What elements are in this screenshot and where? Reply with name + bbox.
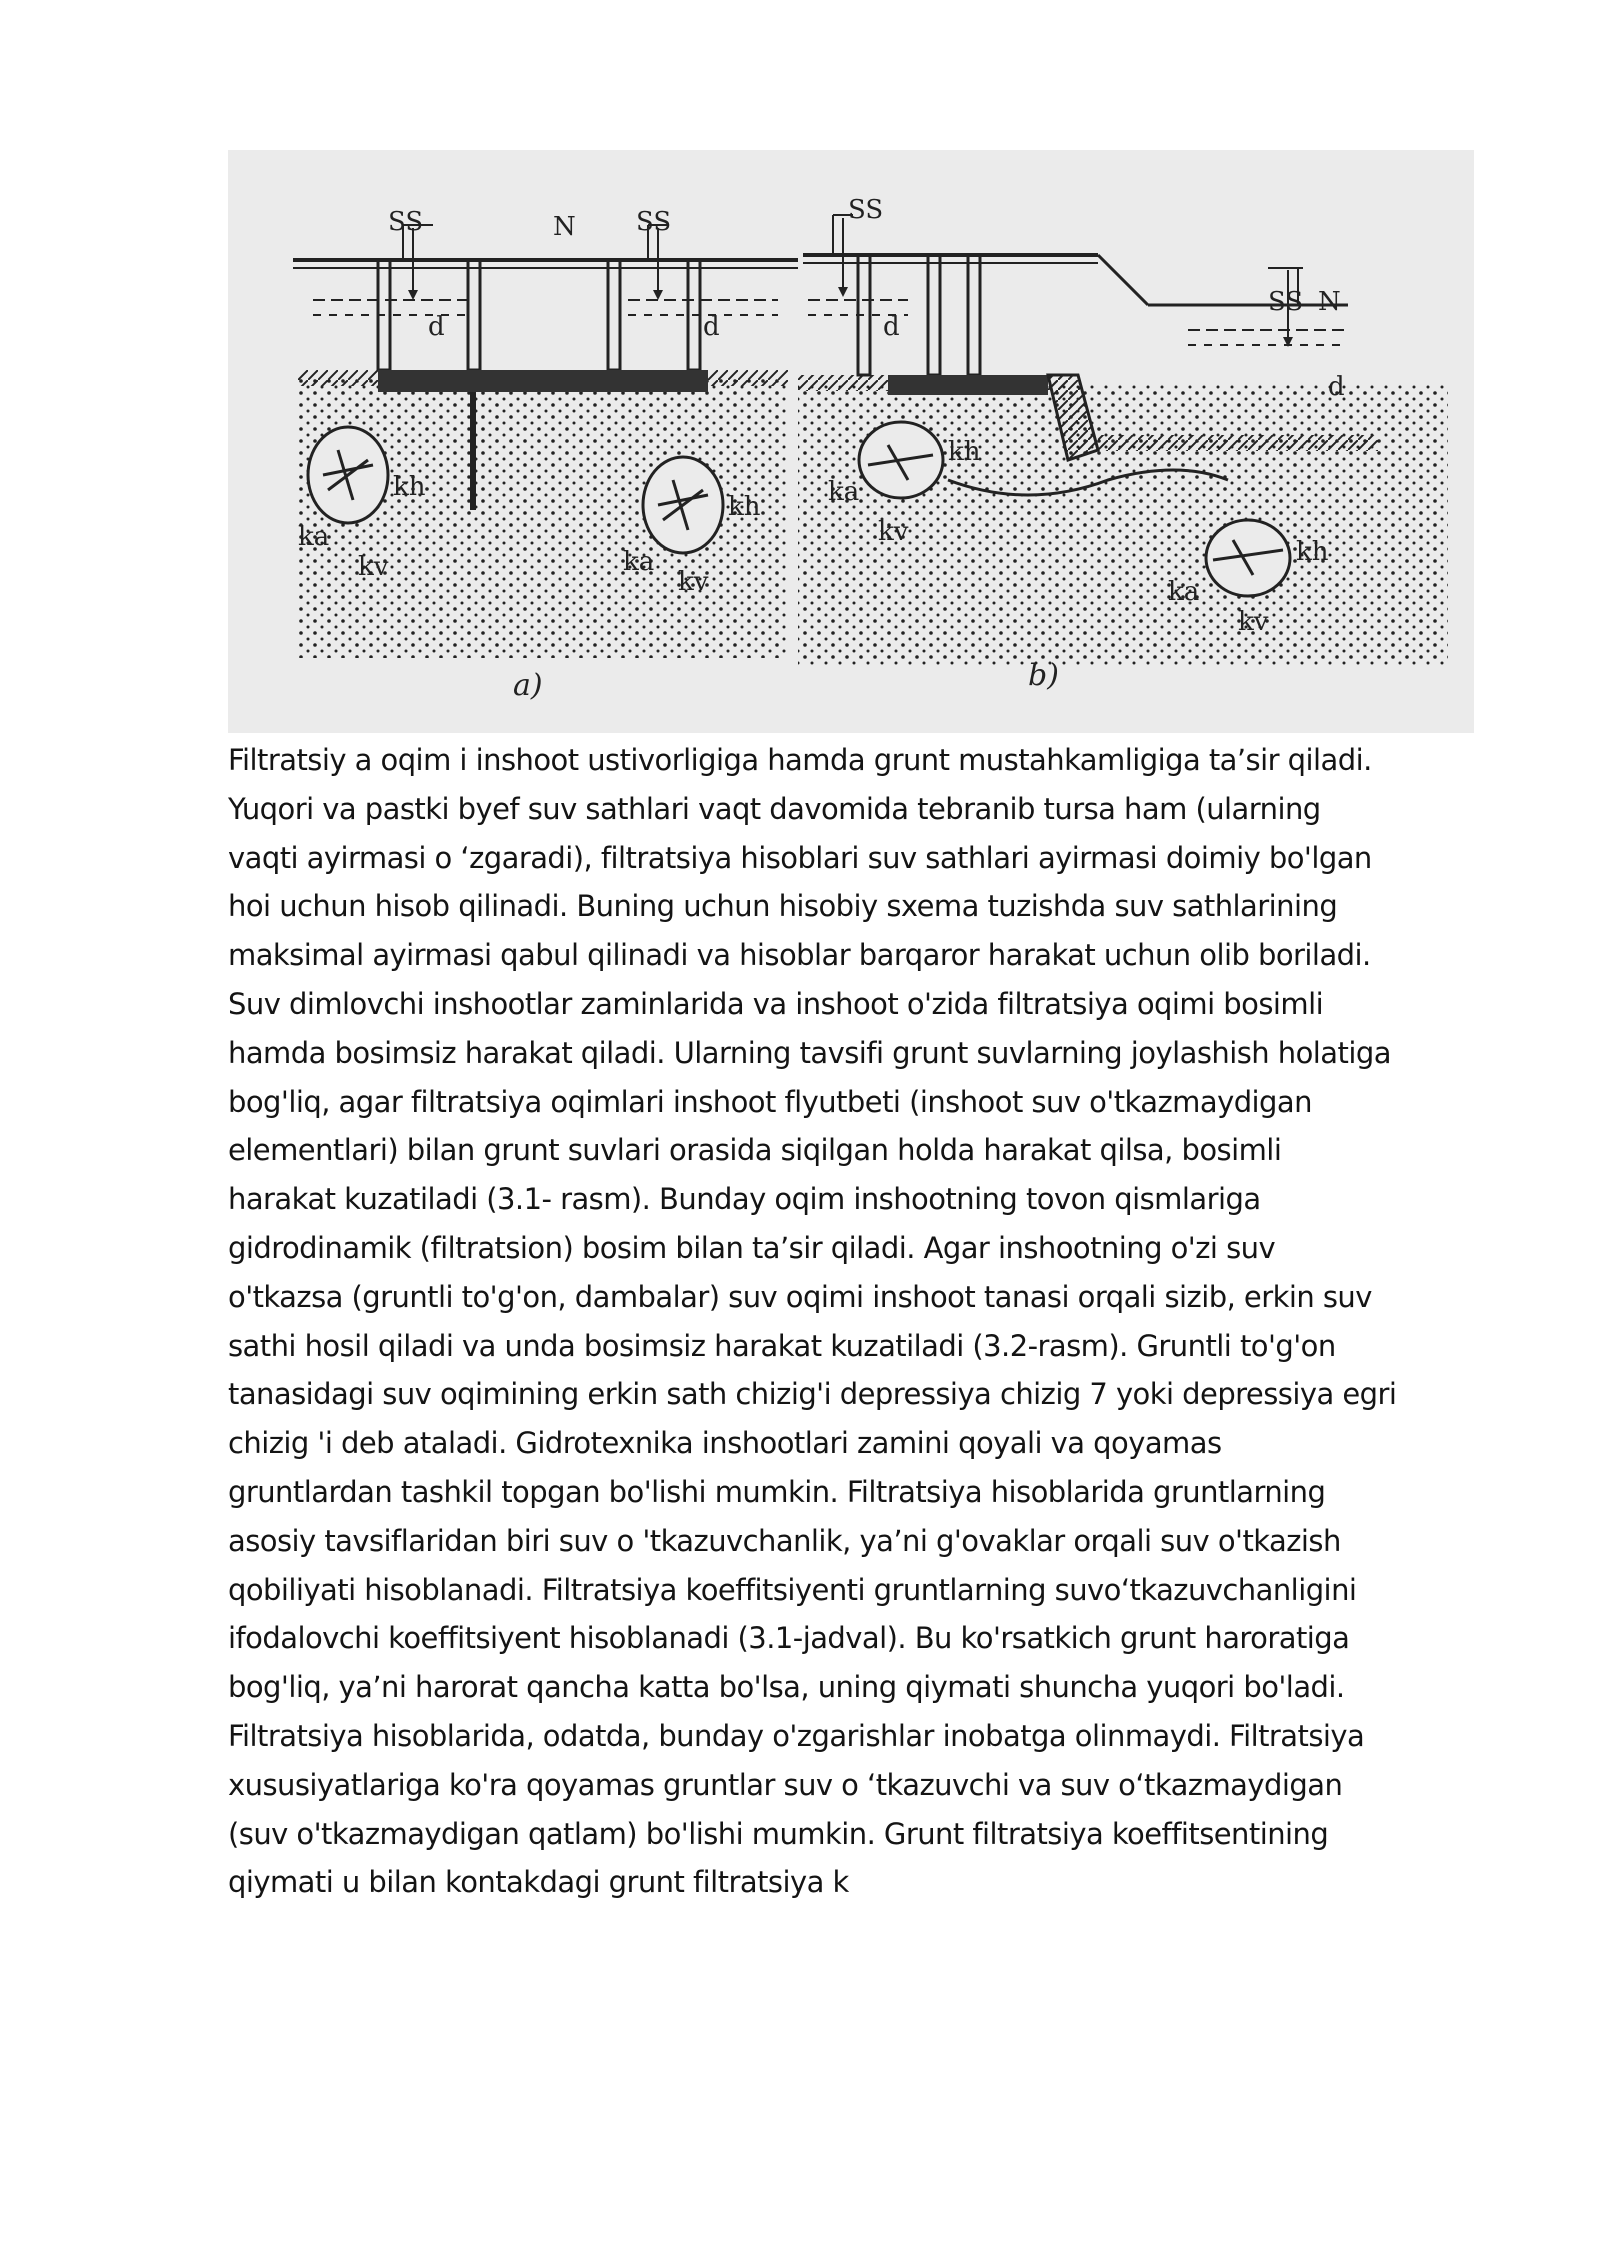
label-ss-a2: SS [636, 207, 672, 237]
body-text-line: gruntlardan tashkil topgan bo'lishi mumkin. Filtratsiya hisoblarida gruntlarning [228, 1474, 1326, 1509]
filtration-diagram [228, 150, 1474, 733]
body-text-line: xususiyatlariga ko'ra qoyamas gruntlar suv o ‘tkazuvchi va suv o‘tkazmaydigan [228, 1767, 1343, 1802]
body-text-line: bog'liq, agar filtratsiya oqimlari inshoot flyutbeti (inshoot suv o'tkazmaydigan [228, 1084, 1312, 1119]
body-text-line: maksimal ayirmasi qabul qilinadi va hisoblar barqaror harakat uchun olib boriladi. [228, 938, 1371, 973]
label-kv-a1: kv [358, 552, 389, 582]
body-text-line: ifodalovchi koeffitsiyent hisoblanadi (3.1-jadval). Bu ko'rsatkich grunt haroratiga [228, 1621, 1350, 1656]
body-text-line: asosiy tavsiflaridan biri suv o 'tkazuvchanlik, ya’ni g'ovaklar orqali suv o'tkazish [228, 1523, 1341, 1558]
label-ss-b2: SS [1268, 287, 1304, 317]
label-ss-b1: SS [848, 195, 884, 225]
panel-a-diagram [293, 225, 798, 658]
body-text-line: elementlari) bilan grunt suvlari orasida siqilgan holda harakat qilsa, bosimli [228, 1133, 1282, 1168]
label-d-b1: d [883, 312, 900, 342]
label-kv-b2: kv [1238, 607, 1269, 637]
label-d-a1: d [428, 312, 445, 342]
body-text-line: harakat kuzatiladi (3.1- rasm). Bunday oqim inshootning tovon qismlariga [228, 1182, 1261, 1217]
body-text-line: Filtratsiya hisoblarida, odatda, bunday o'zgarishlar inobatga olinmaydi. Filtratsiya [228, 1718, 1365, 1753]
filtration-figure [228, 150, 1474, 733]
label-kh-b2: kh [1296, 537, 1329, 567]
body-text-line: chizig 'i deb ataladi. Gidrotexnika inshootlari zamini qoyali va qoyamas [228, 1426, 1222, 1461]
label-ka-b1: ka [828, 477, 860, 507]
label-kh-b1: kh [948, 437, 981, 467]
body-text [228, 736, 1478, 1907]
label-n-a: N [553, 212, 576, 242]
label-d-b2: d [1328, 372, 1345, 402]
label-kh-a2: kh [728, 492, 761, 522]
body-text-line: sathi hosil qiladi va unda bosimsiz harakat kuzatiladi (3.2-rasm). Gruntli to'g'on [228, 1328, 1336, 1363]
body-text-line: qiymati u bilan kontakdagi grunt filtratsiya k [228, 1865, 849, 1900]
label-n-b: N [1318, 287, 1341, 317]
apron-a [378, 370, 708, 392]
label-ka-b2: ka [1168, 577, 1200, 607]
body-text-line: Suv dimlovchi inshootlar zaminlarida va inshoot o'zida filtratsiya oqimi bosimli [228, 986, 1324, 1021]
body-text-line: hoi uchun hisob qilinadi. Buning uchun hisobiy sxema tuzishda suv sathlarining [228, 889, 1338, 924]
body-text-line: tanasidagi suv oqimining erkin sath chizig'i depressiya chizig 7 yoki depressiya egri [228, 1377, 1397, 1412]
panel-b-diagram [798, 215, 1448, 665]
label-kv-a2: kv [678, 567, 709, 597]
body-text-line: vaqti ayirmasi o ‘zgaradi), filtratsiya hisoblari suv sathlari ayirmasi doimiy bo'lgan [228, 840, 1372, 875]
body-text-line: Yuqori va pastki byef suv sathlari vaqt davomida tebranib tursa ham (ularning [228, 791, 1321, 826]
label-ss-a1: SS [388, 207, 424, 237]
label-ka-a2: ka [623, 547, 655, 577]
label-ka-a1: ka [298, 522, 330, 552]
label-kh-a1: kh [393, 472, 426, 502]
body-text-line: hamda bosimsiz harakat qiladi. Ularning tavsifi grunt suvlarning joylashish holatiga [228, 1035, 1391, 1070]
body-text-line: qobiliyati hisoblanadi. Filtratsiya koeffitsiyenti gruntlarning suvo‘tkazuvchanligini [228, 1572, 1357, 1607]
body-text-line: gidrodinamik (filtratsion) bosim bilan ta’sir qiladi. Agar inshootning o'zi suv [228, 1230, 1276, 1265]
apron-b [888, 375, 1048, 395]
body-text-line: o'tkazsa (gruntli to'g'on, dambalar) suv oqimi inshoot tanasi orqali sizib, erkin suv [228, 1279, 1372, 1314]
label-kv-b1: kv [878, 517, 909, 547]
label-d-a2: d [703, 312, 720, 342]
body-text-line: (suv o'tkazmaydigan qatlam) bo'lishi mumkin. Grunt filtratsiya koeffitsentining [228, 1816, 1329, 1851]
panel-a-label: a) [513, 668, 543, 703]
body-text-line: bog'liq, ya’ni harorat qancha katta bo'lsa, uning qiymati shuncha yuqori bo'ladi. [228, 1670, 1345, 1705]
panel-b-label: b) [1028, 658, 1059, 693]
body-text-line: Filtratsiy a oqim i inshoot ustivorligiga hamda grunt mustahkamligiga ta’sir qiladi. [228, 743, 1372, 777]
